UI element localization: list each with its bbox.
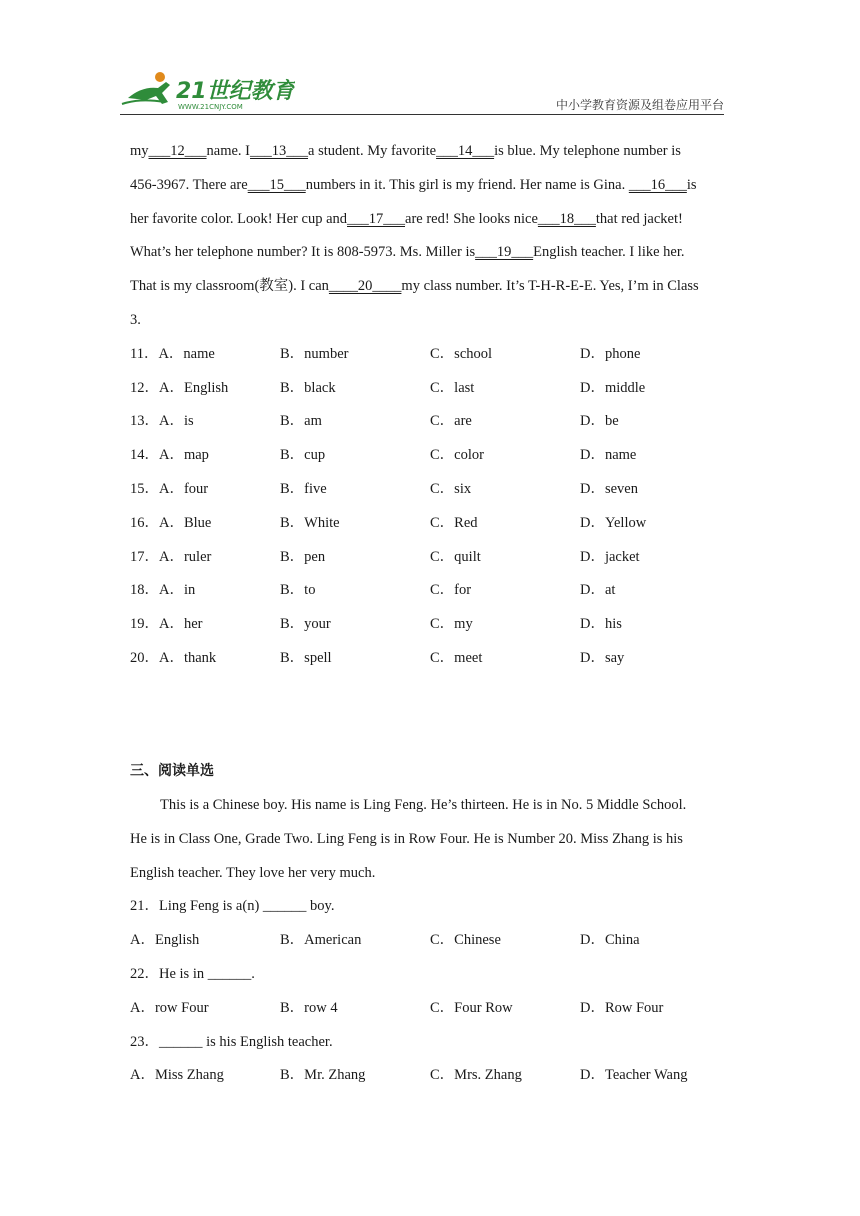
question-row (130, 507, 730, 541)
option-a: 16．A．Blue (130, 514, 212, 531)
answer-blank: ___18___ (537, 210, 596, 227)
option-d: D．phone (580, 345, 641, 362)
option-b: B．black (280, 379, 336, 396)
option-a: A．Miss Zhang (130, 1067, 224, 1084)
question-row (130, 338, 730, 372)
option-b: B．pen (280, 548, 326, 565)
passage-line: He is in Class One, Grade Two. Ling Feng is in Row Four. He is Number 20. Miss Zhang is his (130, 830, 683, 847)
option-a: 18．A．in (130, 582, 196, 599)
answer-blank: ___15___ (247, 176, 306, 193)
platform-name: 中小学教育资源及组卷应用平台 (555, 98, 724, 112)
question-row (130, 372, 730, 406)
passage-line: This is a Chinese boy. His name is Ling Feng. He’s thirteen. He is in No. 5 Middle School. (160, 797, 687, 813)
passage-text: is (686, 176, 697, 193)
answer-blank: ___13___ (250, 143, 309, 159)
answer-blank: ___14___ (436, 143, 495, 159)
passage-text: English teacher. I like her. (533, 244, 685, 261)
reading-passage (130, 789, 730, 890)
option-d: D．his (580, 616, 622, 633)
option-a: 15．A．four (130, 480, 209, 497)
passage-line (130, 135, 730, 169)
option-b: B．row 4 (280, 999, 338, 1016)
question-row (130, 473, 730, 507)
cloze-section (130, 135, 730, 676)
question-row (130, 608, 730, 642)
option-b: B．Mr. Zhang (280, 1067, 366, 1084)
option-c: C．are (430, 413, 472, 430)
option-a: 13．A．is (130, 413, 194, 430)
option-b: B．White (280, 514, 340, 531)
option-d: D．say (580, 649, 625, 666)
option-d: D．middle (580, 379, 646, 396)
option-d: D．Yellow (580, 514, 647, 531)
passage-text: 456-3967. There are (130, 176, 248, 193)
runner-icon (122, 72, 170, 104)
option-a: 17．A．ruler (130, 548, 212, 565)
passage-text: are red! She looks nice (405, 210, 538, 227)
page-header (120, 64, 724, 116)
option-a: A．row Four (130, 999, 209, 1016)
option-b: B．spell (280, 649, 332, 666)
answer-blank: ___16___ (628, 176, 687, 193)
option-b: B．number (280, 345, 349, 362)
passage-line (130, 236, 730, 270)
question-row (130, 439, 730, 473)
header-divider (120, 114, 724, 115)
cloze-questions (130, 338, 730, 676)
option-a: 20．A．thank (130, 649, 217, 666)
cloze-passage (130, 135, 730, 338)
logo (120, 68, 295, 112)
question-options (130, 1059, 730, 1093)
logo-url: WWW.21CNJY.COM (178, 103, 243, 111)
question-row (130, 405, 730, 439)
option-d: D．be (580, 413, 619, 430)
option-b: B．five (280, 480, 327, 497)
passage-text: name. I (206, 143, 251, 159)
option-d: D．China (580, 932, 640, 949)
option-c: C．school (430, 345, 493, 362)
passage-text: That is my classroom(教室). I can (130, 278, 329, 295)
option-b: B．cup (280, 447, 326, 464)
passage-line: English teacher. They love her very much. (130, 864, 376, 881)
option-c: C．meet (430, 649, 483, 666)
option-b: B．am (280, 413, 322, 430)
option-c: C．last (430, 379, 475, 396)
option-d: D．Row Four (580, 999, 664, 1016)
answer-blank: ___19___ (475, 244, 534, 261)
question-options (130, 992, 730, 1026)
question-stem: 22．He is in ______. (130, 965, 255, 982)
passage-line (130, 304, 730, 338)
option-b: B．American (280, 932, 362, 949)
option-b: B．your (280, 616, 331, 633)
passage-text: is blue. My telephone number is (494, 143, 681, 159)
answer-blank: ___12___ (148, 143, 207, 159)
option-c: C．Chinese (430, 932, 501, 949)
question-row (130, 642, 730, 676)
option-b: B．to (280, 582, 316, 599)
option-d: D．at (580, 582, 616, 599)
section-title: 三、阅读单选 (130, 763, 214, 779)
option-d: D．seven (580, 480, 638, 497)
question-stem: 23．______ is his English teacher. (130, 1033, 333, 1050)
passage-text: my class number. It’s T-H-R-E-E. Yes, I’m in Class (401, 278, 699, 295)
option-c: C．color (430, 447, 484, 464)
option-c: C．for (430, 582, 472, 599)
option-c: C．Mrs. Zhang (430, 1067, 522, 1084)
question-row (130, 541, 730, 575)
reading-section (130, 789, 730, 1093)
passage-text: a student. My favorite (308, 143, 437, 159)
option-d: D．jacket (580, 548, 640, 565)
passage-text: numbers in it. This girl is my friend. Her name is Gina. (305, 176, 629, 193)
option-c: C．quilt (430, 548, 481, 565)
option-a: 11．A．name (130, 345, 215, 362)
passage-text: my (130, 143, 149, 159)
reading-questions (130, 890, 730, 1093)
question-options (130, 924, 730, 958)
option-c: C．my (430, 616, 473, 633)
passage-text: 3. (130, 311, 141, 328)
answer-blank: ____20____ (328, 278, 402, 295)
passage-line (130, 270, 730, 304)
answer-blank: ___17___ (347, 210, 406, 227)
option-c: C．Four Row (430, 999, 513, 1016)
option-a: A．English (130, 932, 200, 949)
passage-line (130, 203, 730, 237)
option-a: 12．A．English (130, 379, 229, 396)
option-a: 19．A．her (130, 616, 203, 633)
question-row (130, 574, 730, 608)
option-d: D．Teacher Wang (580, 1067, 688, 1084)
option-d: D．name (580, 447, 637, 464)
passage-text: What’s her telephone number? It is 808-5973. Ms. Miller is (130, 244, 476, 261)
passage-text: that red jacket! (595, 210, 683, 227)
option-c: C．six (430, 480, 472, 497)
option-a: 14．A．map (130, 447, 209, 464)
logo-text: 21世纪教育 (176, 79, 295, 104)
passage-text: her favorite color. Look! Her cup and (130, 210, 348, 227)
question-stem: 21．Ling Feng is a(n) ______ boy. (130, 898, 335, 915)
option-c: C．Red (430, 514, 478, 531)
passage-line (130, 169, 730, 203)
